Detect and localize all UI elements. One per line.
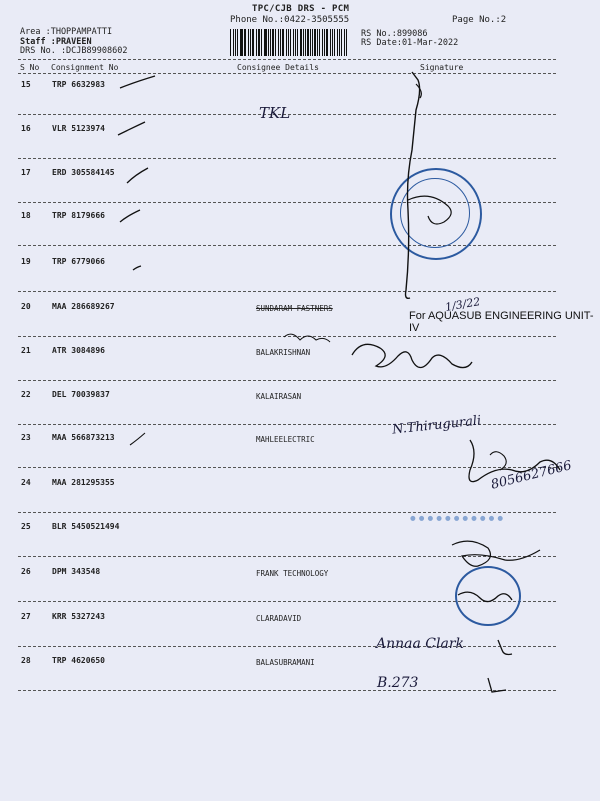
- row-sno: 19: [21, 257, 31, 266]
- row-sno: 21: [21, 346, 31, 355]
- row-consignee: SUNDARAM FASTNERS: [256, 304, 333, 313]
- row-consignment-no: MAA 286689267: [52, 302, 115, 311]
- phone-number: Phone No.:0422-3505555: [230, 15, 350, 25]
- handwritten-tkl: TKL: [259, 104, 291, 122]
- handwritten-name: N.Thirugurali: [391, 413, 482, 438]
- row-consignment-no: DPM 343548: [52, 567, 101, 576]
- row-consignment-no: TRP 6632983: [52, 80, 105, 89]
- rs-number: RS No.:899086: [361, 29, 428, 39]
- row-consignment-no: MAA 281295355: [52, 478, 115, 487]
- row-consignment-no: VLR 5123974: [52, 124, 105, 133]
- row-sno: 20: [21, 302, 31, 311]
- row-consignee: KALAIRASAN: [256, 392, 302, 401]
- column-header-signature: Signature: [420, 63, 464, 72]
- company-stamp-aquasub: For AQUASUB ENGINEERING UNIT-IV: [409, 310, 594, 334]
- row-consignment-no: ERD 305584145: [52, 168, 115, 177]
- row-sno: 16: [21, 124, 31, 133]
- row-consignee: BALAKRISHNAN: [256, 348, 311, 357]
- sheet-title: TPC/CJB DRS - PCM: [252, 4, 350, 14]
- row-consignment-no: KRR 5327243: [52, 612, 105, 621]
- column-header-sno: S No: [20, 63, 40, 72]
- row-consignee: MAHLEELECTRIC: [256, 435, 315, 444]
- column-header-consignee: Consignee Details: [237, 63, 319, 72]
- row-sno: 25: [21, 522, 31, 531]
- handwritten-phone: 8056627666: [489, 458, 574, 493]
- row-consignment-no: BLR 5450521494: [52, 522, 120, 531]
- area-field: Area :THOPPAMPATTI: [20, 27, 113, 37]
- row-consignment-no: DEL 70039837: [52, 390, 110, 399]
- row-consignment-no: ATR 3084896: [52, 346, 105, 355]
- row-consignment-no: TRP 4620650: [52, 656, 105, 665]
- rs-date: RS Date:01-Mar-2022: [361, 38, 459, 48]
- faded-stamp-text: ● ● ● ● ● ● ● ● ● ● ●: [410, 514, 504, 522]
- row-sno: 28: [21, 656, 31, 665]
- column-header-consignment: Consignment No: [51, 63, 119, 72]
- handwritten-date: 1/3/22: [444, 295, 482, 314]
- row-consignment-no: TRP 8179666: [52, 211, 105, 220]
- row-sno: 26: [21, 567, 31, 576]
- row-sno: 24: [21, 478, 31, 487]
- row-sno: 27: [21, 612, 31, 621]
- row-consignee: FRANK TECHNOLOGY: [256, 569, 329, 578]
- row-sno: 17: [21, 168, 31, 177]
- row-sno: 15: [21, 80, 31, 89]
- row-consignee: CLARADAVID: [256, 614, 302, 623]
- row-sno: 18: [21, 211, 31, 220]
- row-sno: 23: [21, 433, 31, 442]
- staff-field: Staff :PRAVEEN: [20, 37, 92, 47]
- page-number: Page No.:2: [452, 15, 507, 25]
- drs-number: DRS No. :DCJB89908602: [20, 46, 128, 56]
- row-consignee: BALASUBRAMANI: [256, 658, 315, 667]
- handwritten-code: B.273: [377, 675, 419, 691]
- row-consignment-no: TRP 6779066: [52, 257, 105, 266]
- row-sno: 22: [21, 390, 31, 399]
- handwritten-signature-name: Annaa Clark: [376, 636, 464, 652]
- row-consignment-no: MAA 566873213: [52, 433, 115, 442]
